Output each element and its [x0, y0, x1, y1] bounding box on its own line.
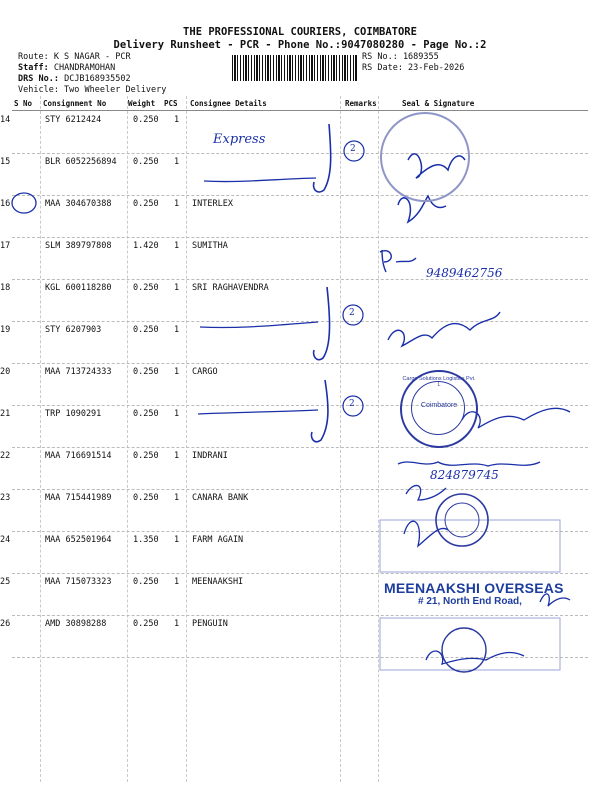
- cargo-stamp-city: Coimbatore: [420, 402, 458, 409]
- row-consignee: INDRANI: [192, 451, 228, 461]
- row-consignee: MEENAAKSHI: [192, 577, 244, 587]
- runsheet-title: Delivery Runsheet - PCR - Phone No.:9047080280 - Page No.:2: [113, 39, 487, 51]
- row-consignment: MAA 304670388: [45, 199, 112, 209]
- signature: [426, 651, 524, 664]
- dash-line: [198, 410, 318, 414]
- row-weight: 0.250: [133, 451, 159, 461]
- row-pcs: 1: [174, 493, 180, 503]
- row-sno: 16: [0, 199, 11, 209]
- row-weight: 0.250: [133, 367, 159, 377]
- signature: [406, 485, 446, 500]
- row-sno: 14: [0, 115, 11, 125]
- col-consignment: Consignment No: [43, 99, 107, 108]
- row-consignment: SLM 389797808: [45, 241, 112, 251]
- row-consignee: INTERLEX: [192, 199, 233, 209]
- drs-label: DRS No.:: [18, 74, 59, 84]
- row-weight: 0.250: [133, 577, 159, 587]
- meenaakshi-address: # 21, North End Road,: [418, 596, 522, 607]
- row-consignee: SUMITHA: [192, 241, 228, 251]
- drs-value: DCJB168935502: [64, 74, 131, 84]
- row-sno: 23: [0, 493, 11, 503]
- row-pcs: 1: [174, 409, 180, 419]
- row-weight: 0.250: [133, 619, 159, 629]
- row-weight: 0.250: [133, 409, 159, 419]
- rs-date: RS Date: 23-Feb-2026: [362, 63, 465, 73]
- row-sno: 15: [0, 157, 11, 167]
- company-title: THE PROFESSIONAL COURIERS, COIMBATORE: [183, 26, 417, 38]
- row-pcs: 1: [174, 325, 180, 335]
- j-mark: [311, 380, 327, 442]
- row-consignment: MAA 715073323: [45, 577, 112, 587]
- row-weight: 1.350: [133, 535, 159, 545]
- row-sno: 26: [0, 619, 11, 629]
- row-weight: 1.420: [133, 241, 159, 251]
- row-consignee: FARM AGAIN: [192, 535, 244, 545]
- j-mark: [314, 287, 330, 360]
- signature: [380, 250, 416, 272]
- row-consignment: MAA 713724333: [45, 367, 112, 377]
- row-weight: 0.250: [133, 115, 159, 125]
- faded-stamp: [380, 520, 560, 572]
- row-weight: 0.250: [133, 157, 159, 167]
- row-consignment: KGL 600118280: [45, 283, 112, 293]
- signature: [462, 408, 570, 428]
- row-sno: 20: [0, 367, 11, 377]
- route-label: Route: K S NAGAR - PCR: [18, 52, 131, 62]
- row-consignment: MAA 715441989: [45, 493, 112, 503]
- handwritten-phone: 824879745: [430, 468, 499, 482]
- row-sno: 17: [0, 241, 11, 251]
- row-sno: 19: [0, 325, 11, 335]
- signature: [398, 462, 540, 466]
- row-pcs: 1: [174, 451, 180, 461]
- row-weight: 0.250: [133, 325, 159, 335]
- col-remarks: Remarks: [345, 99, 377, 108]
- meenaakshi-stamp: [384, 580, 564, 607]
- row-sno: 21: [0, 409, 11, 419]
- row-consignment: STY 6212424: [45, 115, 102, 125]
- row-pcs: 1: [174, 283, 180, 293]
- signature: [388, 312, 500, 346]
- row-consignment: MAA 716691514: [45, 451, 112, 461]
- row-pcs: 1: [174, 577, 180, 587]
- j-mark: [314, 124, 331, 192]
- row-weight: 0.250: [133, 493, 159, 503]
- handwritten-phone: 9489462756: [426, 266, 503, 280]
- col-seal: Seal & Signature: [402, 99, 475, 108]
- row-consignee: SRI RAGHAVENDRA: [192, 283, 269, 293]
- circled-number: 2: [350, 144, 356, 154]
- row-consignee: CANARA BANK: [192, 493, 249, 503]
- circle-mark: [12, 193, 36, 213]
- circled-number: 2: [349, 308, 355, 318]
- dash-line: [200, 322, 318, 328]
- col-weight: Weight: [128, 99, 156, 108]
- row-consignee: CARGO: [192, 367, 218, 377]
- row-sno: 24: [0, 535, 11, 545]
- circled-number: 2: [349, 399, 355, 409]
- cargo-stamp-ring: Cargo Solutions Logistics Pvt. L: [402, 376, 476, 388]
- row-weight: 0.250: [133, 199, 159, 209]
- col-consignee: Consignee Details: [190, 99, 267, 108]
- row-pcs: 1: [174, 115, 180, 125]
- vehicle-label: Vehicle: Two Wheeler Delivery: [18, 85, 167, 95]
- row-consignment: AMD 30898288: [45, 619, 107, 629]
- row-sno: 22: [0, 451, 11, 461]
- row-sno: 25: [0, 577, 11, 587]
- row-pcs: 1: [174, 367, 180, 377]
- row-sno: 18: [0, 283, 11, 293]
- cargo-stamp: [400, 370, 478, 448]
- row-pcs: 1: [174, 241, 180, 251]
- staff-value: CHANDRAMOHAN: [53, 63, 116, 73]
- col-sno: S No: [14, 99, 33, 108]
- col-pcs: PCS: [164, 99, 178, 108]
- meenaakshi-name: MEENAAKSHI OVERSEAS: [384, 580, 564, 596]
- courier-stamp: [380, 112, 470, 202]
- rs-number: RS No.: 1689355: [362, 52, 439, 62]
- row-pcs: 1: [174, 535, 180, 545]
- row-consignment: BLR 6052256894: [45, 157, 117, 167]
- row-consignment: STY 6207903: [45, 325, 102, 335]
- row-consignee: PENGUIN: [192, 619, 228, 629]
- staff-label: Staff:: [18, 63, 49, 73]
- row-pcs: 1: [174, 619, 180, 629]
- signature: [404, 521, 448, 546]
- express-note: Express: [213, 132, 266, 147]
- row-weight: 0.250: [133, 283, 159, 293]
- row-consignment: TRP 1090291: [45, 409, 102, 419]
- dash-line: [204, 178, 316, 182]
- row-pcs: 1: [174, 157, 180, 167]
- round-stamp: [442, 628, 486, 672]
- row-pcs: 1: [174, 199, 180, 209]
- faded-stamp: [380, 618, 560, 670]
- row-consignment: MAA 652501964: [45, 535, 112, 545]
